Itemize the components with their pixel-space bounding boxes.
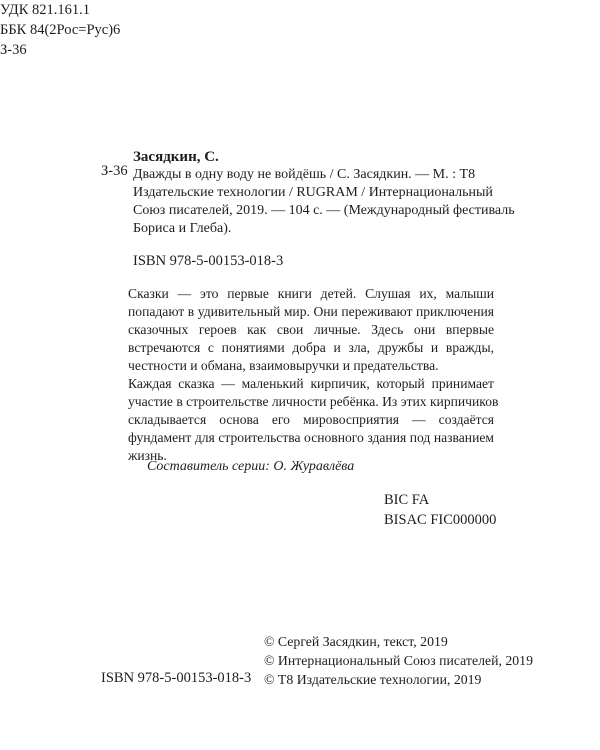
annotation-line: участие в строительстве личности ребёнка. Из этих кирпичиков [128,394,499,409]
author-name: Засядкин, С. [133,149,219,165]
bibliographic-description [133,166,515,238]
bic-code: BIC FA [384,492,430,508]
annotation-paragraph [128,375,499,465]
annotation-line: встречаются с понятиями добра и зла, дружбы и вражды, [128,340,494,355]
footer-isbn: ISBN 978-5-00153-018-3 [101,670,252,686]
record-isbn: ISBN 978-5-00153-018-3 [133,253,284,269]
description-line: Союз писателей, 2019. — 104 с. — (Международный фестиваль [133,203,515,218]
annotation-line: Каждая сказка — маленький кирпичик, который принимает [128,376,494,391]
description-line: Издательские технологии / RUGRAM / Интернациональный [133,185,493,200]
series-compiler: Составитель серии: О. Журавлёва [147,459,355,474]
annotation-line: складывается основа его мировосприятия — создаётся [128,412,494,427]
annotation-line: попадают в удивительный мир. Они переживают приключения [128,304,494,319]
annotation-line: честности и обмана, взаимовыручки и предательства. [128,358,439,373]
annotation-line: фундамент для строительства основного здания под названием [128,430,494,445]
description-line: Бориса и Глеба). [133,221,232,236]
copyright-line: © Сергей Засядкин, текст, 2019 [264,634,448,649]
subject-codes [384,490,496,530]
annotation [128,285,499,465]
bbk-code: ББК 84(2Рос=Рус)6 [0,22,121,38]
record-author-code: З-36 [101,163,128,179]
copyright-line: © Интернациональный Союз писателей, 2019 [264,653,533,668]
annotation-line: Сказки — это первые книги детей. Слушая их, малыши [128,286,494,301]
copyright-block [264,632,533,689]
classification-block [0,0,600,60]
udk-code: УДК 821.161.1 [0,2,90,18]
annotation-line: жизнь. [128,448,167,463]
description-line: Дважды в одну воду не войдёшь / С. Засядкин. — М. : Т8 [133,167,476,182]
copyright-line: © Т8 Издательские технологии, 2019 [264,672,482,687]
annotation-line: сказочных героев как свои личные. Здесь они впервые [128,322,494,337]
annotation-paragraph [128,285,494,375]
bisac-code: BISAC FIC000000 [384,512,497,528]
author-sign-code: З-36 [0,42,27,58]
